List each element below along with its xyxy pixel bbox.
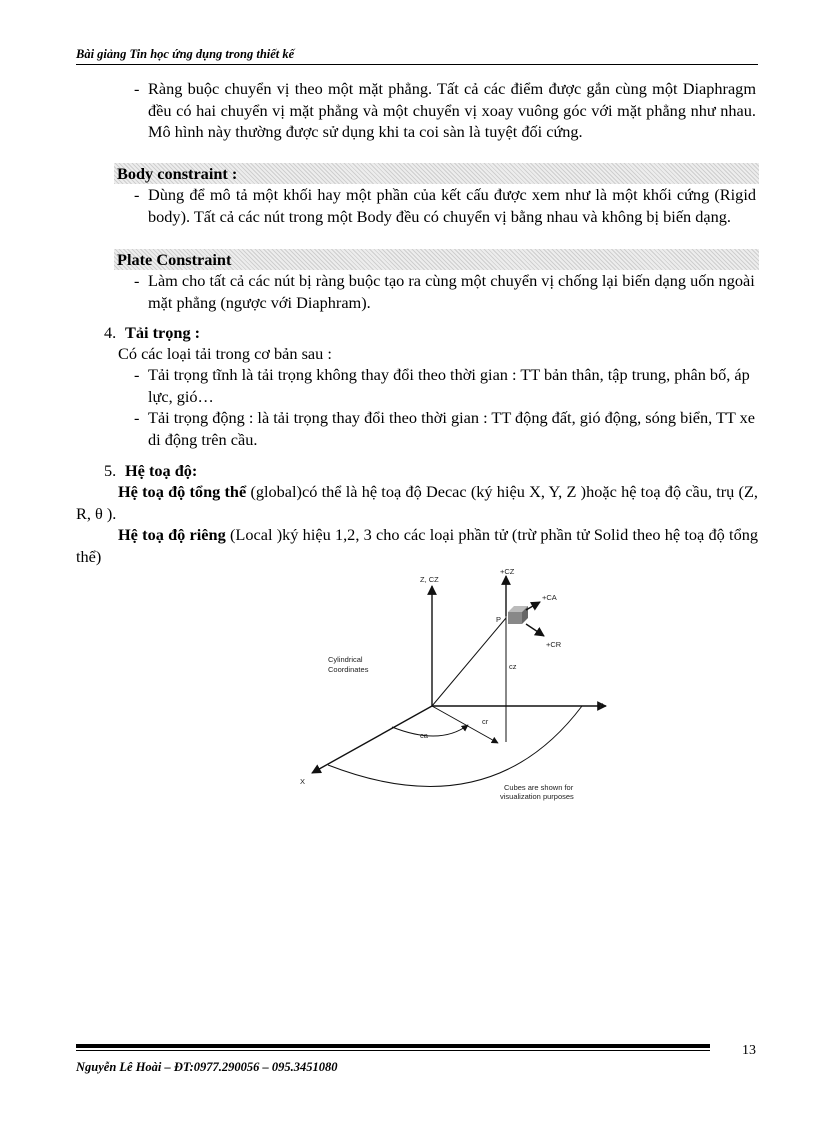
- global-coord-term: Hệ toạ độ tổng thể: [118, 482, 247, 501]
- bullet-dash: -: [134, 365, 140, 384]
- page-header: [76, 47, 758, 65]
- section-4-title: Tải trọng :: [125, 323, 201, 342]
- cr-label: cr: [482, 717, 489, 726]
- section-4-bullet-1: [134, 364, 756, 407]
- body-constraint-title: Body constraint :: [117, 164, 238, 183]
- ca-arrow: [526, 602, 540, 610]
- section-4-bullet-2-text: Tải trọng động : là tải trọng thay đổi theo thời gian : TT động đất, gió động, sóng biển, TT xe di động trên cầu.: [148, 408, 756, 449]
- point-label: P: [496, 615, 502, 624]
- cr-arrow-label: +CR: [546, 640, 562, 649]
- section-5-title: Hệ toạ độ:: [125, 461, 198, 480]
- bullet-dash: -: [134, 79, 140, 98]
- cz-label: cz: [509, 662, 517, 671]
- y-axis-label: Y: [598, 701, 604, 710]
- x-axis-label: X: [300, 777, 306, 786]
- cube-icon: [508, 606, 528, 624]
- section-4-number: 4.: [104, 323, 117, 342]
- cylindrical-coordinates-figure: [290, 566, 630, 816]
- page-number: 13: [742, 1043, 756, 1058]
- footer-rule-thick: [76, 1044, 710, 1048]
- x-axis-line: [312, 706, 432, 773]
- note-line-2: visualization purposes: [500, 792, 574, 801]
- z-axis-label: Z, CZ: [420, 575, 439, 584]
- body-constraint-text: Dùng để mô tả một khối hay một phần của kết cấu được xem như là một khối cứng (Rigid body). Tất cả các nút trong một Body đều có chuyển vị bằng nhau và không bị biến dạng.: [148, 185, 756, 226]
- note-line-1: Cubes are shown for: [504, 783, 574, 792]
- ca-label: ca: [420, 731, 428, 740]
- local-coord-term: Hệ toạ độ riêng: [118, 525, 226, 544]
- plate-constraint-text: Làm cho tất cả các nút bị ràng buộc tạo ra cùng một chuyển vị chống lại biến dạng uốn ngoài mặt phẳng (ngược với Diaphram).: [148, 271, 755, 312]
- section-5-number: 5.: [104, 461, 117, 480]
- ca-arc: [392, 725, 468, 736]
- cylindrical-title-2: Coordinates: [328, 665, 369, 674]
- plate-constraint-title: Plate Constraint: [117, 250, 232, 269]
- footer-rule-thin: [76, 1050, 710, 1051]
- section-5-paragraph-1: [76, 481, 758, 524]
- section-4-bullet-2: [134, 407, 756, 450]
- radius-line: [432, 618, 506, 706]
- bullet-dash: -: [134, 408, 140, 427]
- header-title: Bài giảng Tin học ứng dụng trong thiết kế: [76, 47, 295, 61]
- section-4-intro: Có các loại tải trong cơ bản sau :: [118, 344, 332, 363]
- plate-constraint-heading: [114, 249, 759, 270]
- diaphragm-text: Ràng buộc chuyển vị theo một mặt phẳng. Tất cả các điểm được gắn cùng một Diaphragm đều có hai chuyển vị mặt phẳng và một chuyển vị xoay vuông góc với mặt phẳng như nhau. Mô hình này thường được sử dụng khi ta coi sàn là tuyệt đối cứng.: [148, 79, 756, 142]
- global-coord-desc: (global)có thể là hệ toạ độ Decac (ký hiệu X, Y, Z )hoặc hệ toạ độ cầu, trụ (Z, R, θ ).: [76, 482, 758, 523]
- ca-arrow-label: +CA: [542, 593, 557, 602]
- bullet-dash: -: [134, 271, 140, 290]
- body-constraint-bullet: [134, 184, 756, 227]
- section-4-bullet-1-text: Tải trọng tĩnh là tải trọng không thay đổi theo thời gian : TT bản thân, tập trung, phân bố, áp lực, gió…: [148, 365, 750, 406]
- local-coord-desc: (Local )ký hiệu 1,2, 3 cho các loại phần tử (trừ phần tử Solid theo hệ toạ độ tổng thể): [76, 525, 759, 566]
- diaphragm-bullet: [134, 78, 756, 143]
- body-constraint-heading: [114, 163, 759, 184]
- cylindrical-title-1: Cylindrical: [328, 655, 363, 664]
- plate-constraint-bullet: [134, 270, 756, 313]
- footer-author: Nguyễn Lê Hoài – ĐT:0977.290056 – 095.3451080: [76, 1060, 338, 1074]
- outer-arc: [328, 706, 582, 786]
- bullet-dash: -: [134, 185, 140, 204]
- section-5-paragraph-2: [76, 524, 758, 567]
- cz-axis-label: +CZ: [500, 567, 515, 576]
- cr-arrow: [526, 624, 544, 636]
